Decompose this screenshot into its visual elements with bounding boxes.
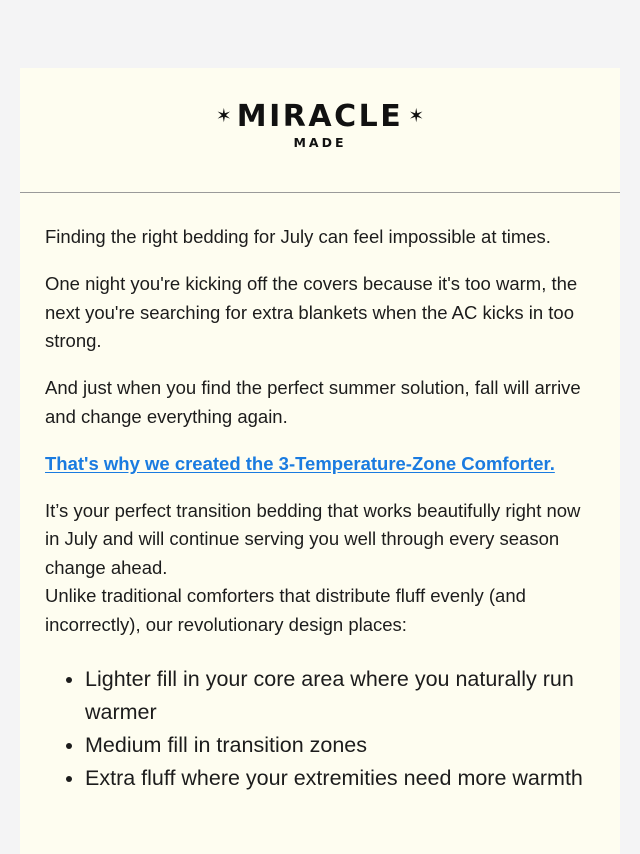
list-item: • Extra fluff where your extremities need more warmth [85, 762, 595, 795]
logo-subtitle: MADE [293, 135, 347, 150]
covers-paragraph: One night you're kicking off the covers because it's too warm, the next you're searching for extra blankets when the AC kicks in too strong. [45, 273, 578, 351]
list-item: • Lighter fill in your core area where you naturally run warmer [85, 663, 595, 729]
brand-header [20, 68, 620, 193]
logo-wordmark: MIRACLE [236, 99, 404, 134]
star-icon-right: ✶ [408, 105, 425, 127]
email-body [20, 193, 620, 795]
logo-line [211, 99, 429, 134]
feature-list [45, 663, 595, 795]
design-paragraph: Unlike traditional comforters that distribute fluff evenly (and incorrectly), our revolutionary design places: [45, 585, 526, 635]
miracle-made-logo[interactable] [20, 99, 620, 150]
email-card [20, 68, 620, 854]
comforter-link[interactable]: That's why we created the 3-Temperature-Zone Comforter. [45, 452, 555, 474]
transition-paragraph: It’s your perfect transition bedding that works beautifully right now in July and will continue serving you well through every season change ahead. [45, 499, 581, 578]
fall-paragraph: And just when you find the perfect summer solution, fall will arrive and change everything again. [45, 377, 581, 427]
intro-paragraph: Finding the right bedding for July can feel impossible at times. [45, 226, 551, 247]
list-item: • Medium fill in transition zones [85, 729, 595, 762]
star-icon-left: ✶ [215, 105, 232, 127]
link-paragraph [45, 450, 595, 479]
